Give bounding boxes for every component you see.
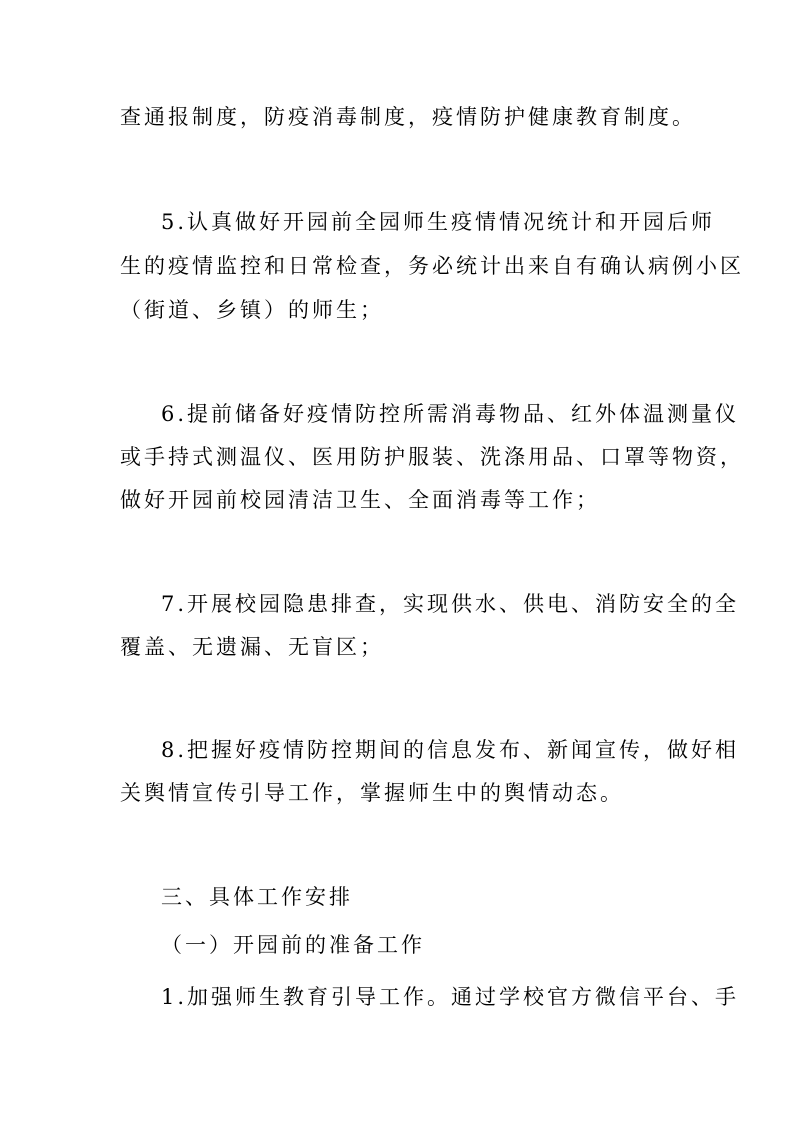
- paragraph-line: 7.开展校园隐患排查，实现供水、供电、消防安全的全: [161, 592, 740, 616]
- paragraph-line: 生的疫情监控和日常检查，务必统计出来自有确认病例小区: [120, 254, 744, 278]
- paragraph-line: 覆盖、无遗漏、无盲区；: [120, 635, 384, 659]
- paragraph-line: 1.加强师生教育引导工作。通过学校官方微信平台、手: [161, 985, 740, 1009]
- paragraph-line: 关舆情宣传引导工作，掌握师生中的舆情动态。: [120, 781, 624, 805]
- paragraph-line: 8.把握好疫情防控期间的信息发布、新闻宣传，做好相: [161, 738, 740, 762]
- paragraph-line: （街道、乡镇）的师生；: [120, 298, 384, 322]
- paragraph-line: 5.认真做好开园前全园师生疫情情况统计和开园后师: [161, 210, 716, 234]
- paragraph-line: 或手持式测温仪、医用防护服装、洗涤用品、口罩等物资，: [120, 445, 744, 469]
- subsection-heading: （一）开园前的准备工作: [161, 933, 425, 957]
- paragraph-line: 查通报制度，防疫消毒制度，疫情防护健康教育制度。: [120, 105, 696, 129]
- section-heading: 三、具体工作安排: [161, 885, 353, 909]
- paragraph-line: 做好开园前校园清洁卫生、全面消毒等工作；: [120, 488, 600, 512]
- paragraph-line: 6.提前储备好疫情防控所需消毒物品、红外体温测量仪: [161, 402, 740, 426]
